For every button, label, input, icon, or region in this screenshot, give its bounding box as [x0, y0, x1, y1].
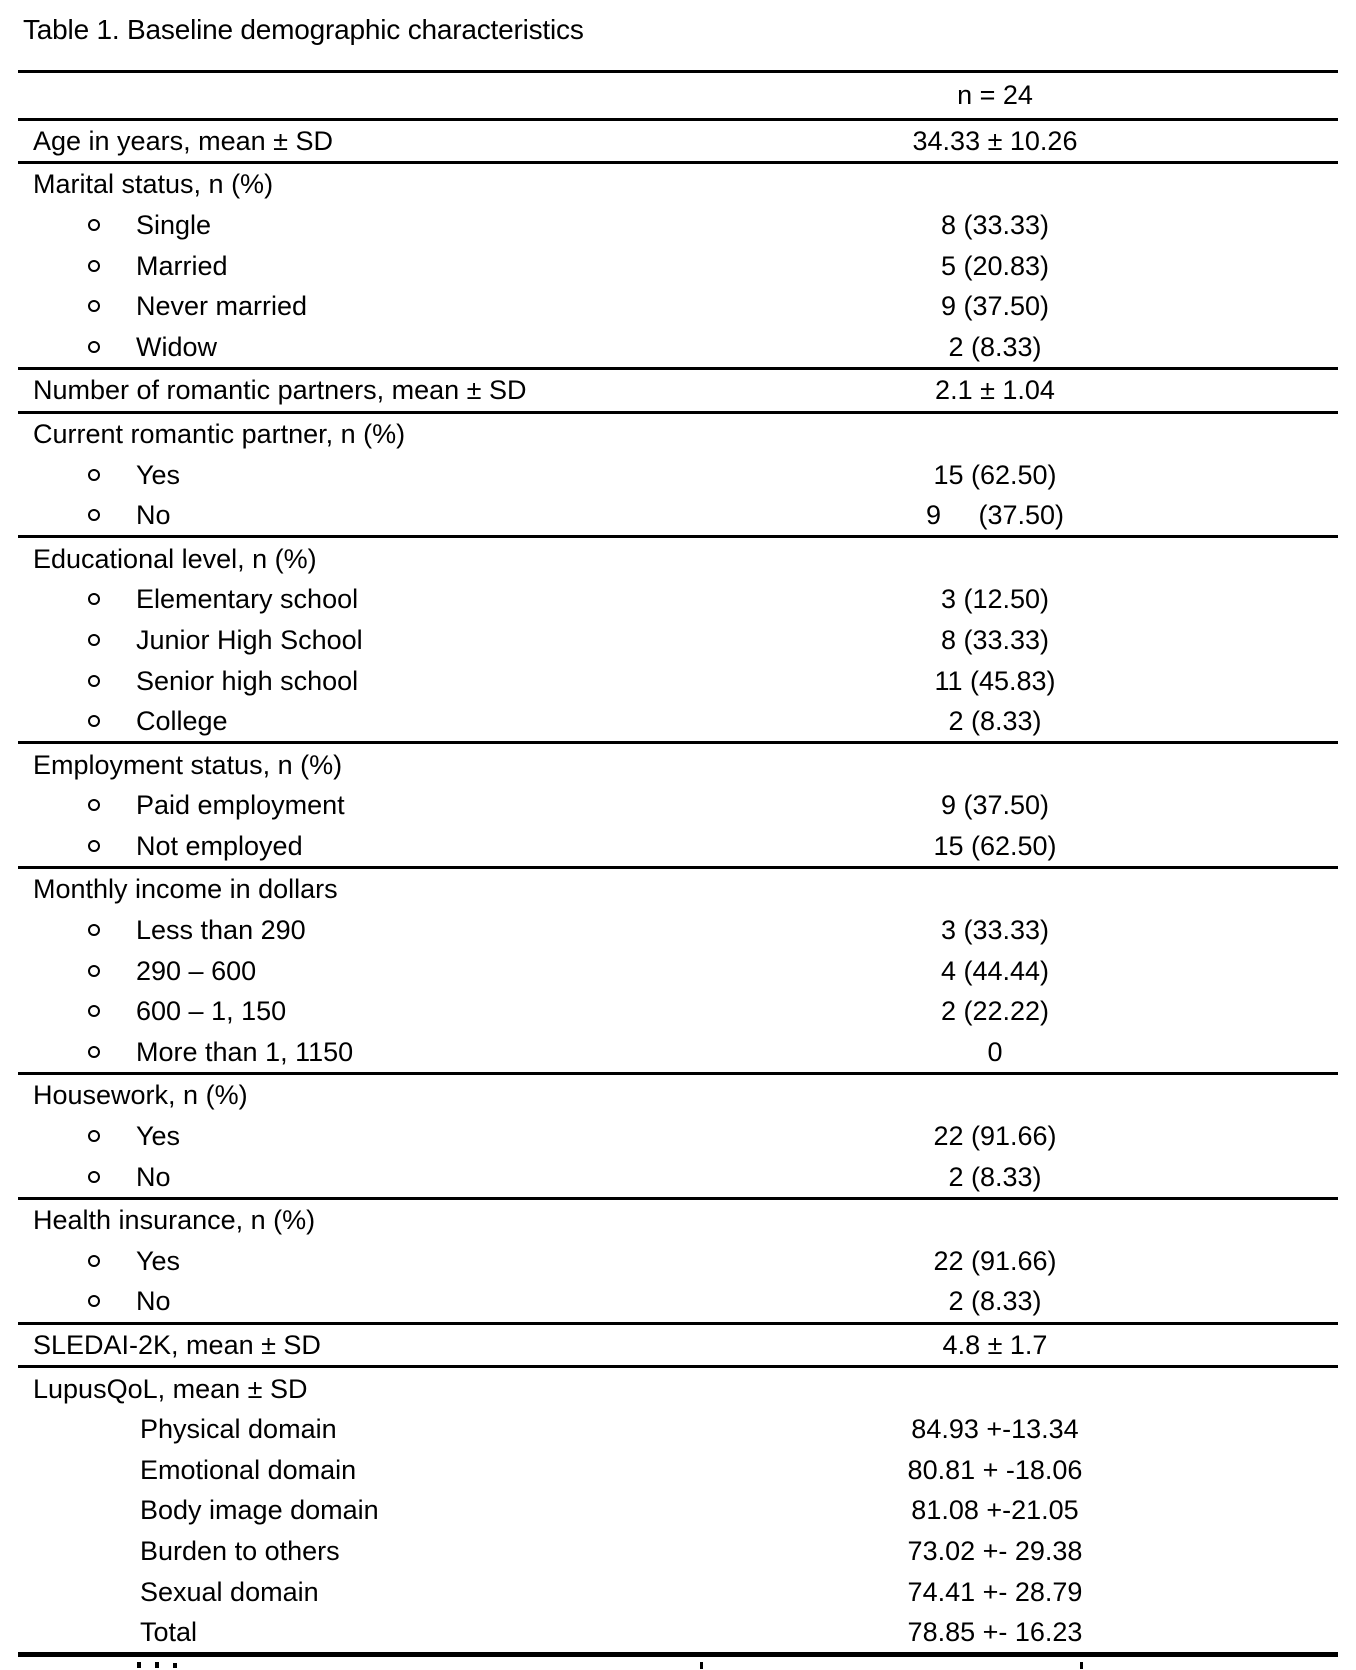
table-bottom-rule [18, 1652, 1338, 1657]
circle-bullet-icon [88, 634, 100, 646]
section-row [18, 414, 1338, 455]
item-label-cell [18, 996, 765, 1026]
table-body [18, 121, 1338, 1653]
item-label: Sexual domain [140, 1576, 319, 1607]
item-label-cell [18, 460, 765, 490]
cutoff-text-fragment [700, 1662, 703, 1669]
section-row [18, 1325, 1338, 1366]
item-label: Yes [136, 459, 181, 490]
item-label: Never married [136, 291, 308, 322]
section-label-cell [18, 1374, 765, 1404]
circle-bullet-icon [88, 219, 100, 231]
item-value-cell: 81.08 +-21.05 [911, 1495, 1079, 1526]
section-label-cell [18, 544, 765, 574]
item-value-cell: 22 (91.66) [933, 1121, 1057, 1152]
circle-bullet-icon [88, 509, 100, 521]
section-label: LupusQoL, mean ± SD [33, 1373, 308, 1404]
item-label-cell [18, 915, 765, 945]
item-value-cell: 11 (45.83) [934, 665, 1056, 696]
item-label-cell [18, 584, 765, 614]
section-row [18, 1200, 1338, 1241]
item-label-cell [18, 1162, 765, 1192]
section-label: Health insurance, n (%) [33, 1205, 316, 1236]
circle-bullet-icon [88, 799, 100, 811]
item-value-cell: 22 (91.66) [933, 1245, 1057, 1276]
circle-bullet-icon [88, 260, 100, 272]
section-row [18, 370, 1338, 411]
item-row [18, 1531, 1338, 1572]
cutoff-text-fragment [155, 1662, 159, 1668]
item-label: 290 – 600 [136, 955, 257, 986]
section-label-cell [18, 419, 765, 449]
item-label-cell [18, 251, 765, 281]
circle-bullet-icon [88, 300, 100, 312]
circle-bullet-icon [88, 965, 100, 977]
item-label-cell [18, 1246, 765, 1276]
item-row [18, 826, 1338, 867]
column-header-cell: n = 24 [957, 80, 1033, 110]
item-label-cell [18, 332, 765, 362]
section-label: Employment status, n (%) [33, 749, 343, 780]
item-row [18, 1571, 1338, 1612]
circle-bullet-icon [88, 675, 100, 687]
item-row [18, 1612, 1338, 1653]
item-value-cell: 9 (37.50) [925, 500, 1065, 531]
circle-bullet-icon [88, 469, 100, 481]
item-row [18, 286, 1338, 327]
item-label-cell [18, 291, 765, 321]
item-value-cell: 2 (8.33) [948, 706, 1042, 737]
item-value-cell: 4 (44.44) [940, 955, 1050, 986]
item-row [18, 620, 1338, 661]
item-label: Yes [136, 1245, 181, 1276]
section-label: Marital status, n (%) [33, 169, 274, 200]
item-label-cell [18, 500, 765, 530]
table-title: Table 1. Baseline demographic characteristics [23, 14, 584, 45]
item-label: Emotional domain [140, 1454, 357, 1485]
item-label: No [136, 1161, 171, 1192]
item-label-cell [18, 1286, 765, 1316]
item-value-cell: 3 (33.33) [940, 915, 1050, 946]
section-label: Number of romantic partners, mean ± SD [33, 375, 527, 406]
item-row [18, 950, 1338, 991]
item-value-cell: 73.02 +- 29.38 [907, 1535, 1083, 1566]
circle-bullet-icon [88, 1171, 100, 1183]
section-label: SLEDAI-2K, mean ± SD [33, 1330, 321, 1361]
item-row [18, 1241, 1338, 1282]
item-label-cell [18, 1617, 765, 1647]
item-value-cell: 84.93 +-13.34 [911, 1414, 1079, 1445]
item-label-cell [18, 1414, 765, 1444]
section-label: Current romantic partner, n (%) [33, 418, 406, 449]
item-row [18, 1156, 1338, 1197]
item-row [18, 245, 1338, 286]
item-label-cell [18, 1495, 765, 1525]
item-row [18, 326, 1338, 367]
section-value-cell: 4.8 ± 1.7 [942, 1330, 1048, 1361]
item-value-cell: 2 (8.33) [948, 331, 1042, 362]
circle-bullet-icon [88, 1255, 100, 1267]
cutoff-text-fragment [137, 1662, 141, 1668]
circle-bullet-icon [88, 840, 100, 852]
item-label-cell [18, 1455, 765, 1485]
item-row [18, 701, 1338, 742]
item-row [18, 1490, 1338, 1531]
section-label: Monthly income in dollars [33, 874, 338, 905]
section-label-cell [18, 169, 765, 199]
item-label-cell [18, 1577, 765, 1607]
item-label-cell [18, 1121, 765, 1151]
section-row [18, 164, 1338, 205]
section-label: Housework, n (%) [33, 1080, 248, 1111]
item-row [18, 910, 1338, 951]
item-value-cell: 9 (37.50) [940, 790, 1050, 821]
circle-bullet-icon [88, 1046, 100, 1058]
item-label: Paid employment [136, 790, 345, 821]
item-row [18, 660, 1338, 701]
item-value-cell: 3 (12.50) [940, 584, 1050, 615]
item-value-cell: 2 (22.22) [940, 996, 1050, 1027]
item-label-cell [18, 666, 765, 696]
item-label: Junior High School [136, 624, 363, 655]
table-header-row [18, 73, 1338, 118]
item-label: Married [136, 250, 228, 281]
item-row [18, 454, 1338, 495]
section-row [18, 538, 1338, 579]
item-label: More than 1, 1150 [136, 1036, 354, 1067]
section-row [18, 1368, 1338, 1409]
item-label: Less than 290 [136, 915, 306, 946]
item-label-cell [18, 625, 765, 655]
section-row [18, 1075, 1338, 1116]
item-label: College [136, 706, 228, 737]
item-label: Total [140, 1617, 198, 1648]
section-value-cell: 34.33 ± 10.26 [912, 125, 1078, 156]
section-label: Age in years, mean ± SD [33, 125, 333, 156]
item-label: Not employed [136, 830, 303, 861]
item-value-cell: 9 (37.50) [940, 291, 1050, 322]
section-label-cell [18, 1330, 765, 1360]
item-value-cell: 78.85 +- 16.23 [907, 1617, 1083, 1648]
item-value-cell: 2 (8.33) [948, 1286, 1042, 1317]
circle-bullet-icon [88, 593, 100, 605]
item-row [18, 1116, 1338, 1157]
item-row [18, 1281, 1338, 1322]
item-label-cell [18, 1536, 765, 1566]
item-row [18, 1032, 1338, 1073]
cutoff-text-fragment [173, 1663, 177, 1668]
item-row [18, 579, 1338, 620]
item-row [18, 991, 1338, 1032]
item-value-cell: 2 (8.33) [948, 1161, 1042, 1192]
item-label: Senior high school [136, 665, 359, 696]
item-label: No [136, 1286, 171, 1317]
section-row [18, 121, 1338, 162]
item-value-cell: 0 [987, 1036, 1003, 1067]
section-label-cell [18, 750, 765, 780]
item-row [18, 1409, 1338, 1450]
circle-bullet-icon [88, 1005, 100, 1017]
item-row [18, 205, 1338, 246]
section-value-cell: 2.1 ± 1.04 [935, 375, 1055, 406]
cutoff-text-fragment [1080, 1662, 1083, 1669]
item-value-cell: 8 (33.33) [940, 209, 1050, 240]
item-row [18, 1450, 1338, 1491]
item-row [18, 785, 1338, 826]
item-value-cell: 15 (62.50) [933, 830, 1057, 861]
item-label-cell [18, 210, 765, 240]
item-label-cell [18, 831, 765, 861]
item-label-cell [18, 790, 765, 820]
item-label: No [136, 500, 171, 531]
item-label: Physical domain [140, 1414, 337, 1445]
item-label-cell [18, 956, 765, 986]
section-label-cell [18, 1080, 765, 1110]
item-value-cell: 80.81 + -18.06 [907, 1454, 1083, 1485]
item-row [18, 495, 1338, 536]
circle-bullet-icon [88, 1130, 100, 1142]
item-label: Yes [136, 1121, 181, 1152]
item-value-cell: 8 (33.33) [940, 624, 1050, 655]
item-label: Elementary school [136, 584, 359, 615]
item-label-cell [18, 1037, 765, 1067]
item-label: Body image domain [140, 1495, 379, 1526]
circle-bullet-icon [88, 715, 100, 727]
demographics-table [18, 70, 1338, 1657]
section-label-cell [18, 126, 765, 156]
section-label: Educational level, n (%) [33, 543, 317, 574]
section-label-cell [18, 1205, 765, 1235]
circle-bullet-icon [88, 1295, 100, 1307]
item-label: 600 – 1, 150 [136, 996, 287, 1027]
item-label: Widow [136, 331, 218, 362]
section-label-cell [18, 375, 765, 405]
section-label-cell [18, 874, 765, 904]
item-label: Single [136, 209, 212, 240]
item-value-cell: 15 (62.50) [933, 459, 1057, 490]
circle-bullet-icon [88, 341, 100, 353]
section-row [18, 869, 1338, 910]
section-row [18, 744, 1338, 785]
item-label: Burden to others [140, 1535, 340, 1566]
item-label-cell [18, 706, 765, 736]
item-value-cell: 5 (20.83) [940, 250, 1050, 281]
circle-bullet-icon [88, 924, 100, 936]
item-value-cell: 74.41 +- 28.79 [907, 1576, 1083, 1607]
